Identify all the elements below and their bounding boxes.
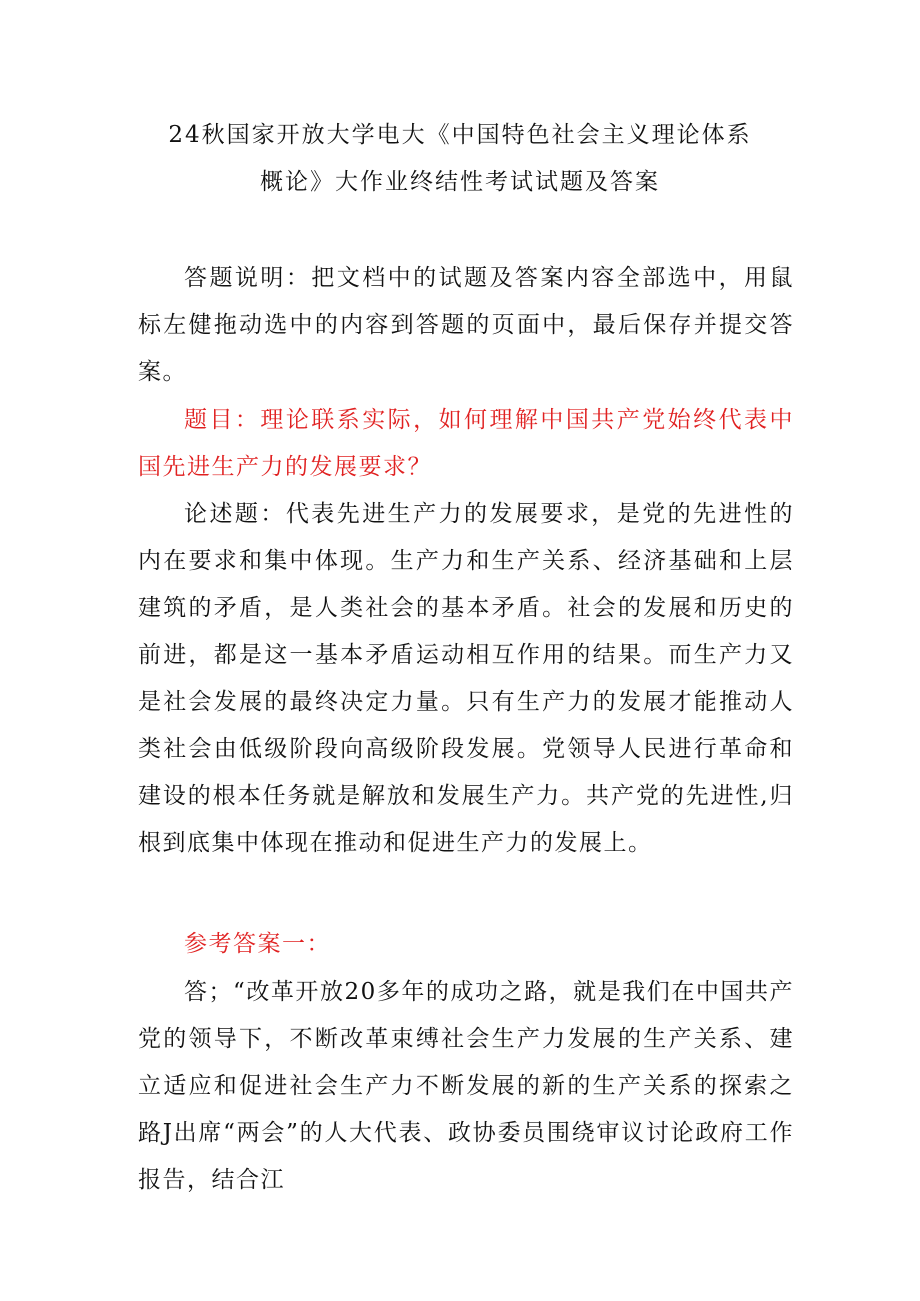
- answer-paragraph: 答；“改革开放20多年的成功之路，就是我们在中国共产党的领导下，不断改革束缚社会生产力发展的生产关系、建立适应和促进社会生产力不断发展的新的生产关系的探索之路J出席“两会”的人大代表、政协委员围绕审议讨论政府工作报告，结合江: [138, 979, 794, 1193]
- title-line-1: 24秋国家开放大学电大《中国特色社会主义理论体系: [168, 122, 752, 148]
- document-title: [120, 112, 800, 206]
- title-line-2: 概论》大作业终结性考试试题及答案: [260, 169, 660, 195]
- question-paragraph: 题目：理论联系实际，如何理解中国共产党始终代表中国先进生产力的发展要求？: [138, 407, 794, 480]
- instruction-paragraph: 答题说明：把文档中的试题及答案内容全部选中，用鼠标左健拖动选中的内容到答题的页面中，最后保存并提交答案。: [138, 265, 794, 385]
- reference-answer-heading: 参考答案一：: [184, 931, 331, 957]
- essay-paragraph: 论述题：代表先进生产力的发展要求，是党的先进性的内在要求和集中体现。生产力和生产关系、经济基础和上层建筑的矛盾，是人类社会的基本矛盾。社会的发展和历史的前进，都是这一基本矛盾运动相互作用的结果。而生产力又是社会发展的最终决定力量。只有生产力的发展才能推动人类社会由低级阶段向高级阶段发展。党领导人民进行革命和建设的根本任务就是解放和发展生产力。共产党的先进性,归根到底集中体现在推动和促进生产力的发展上。: [138, 501, 794, 856]
